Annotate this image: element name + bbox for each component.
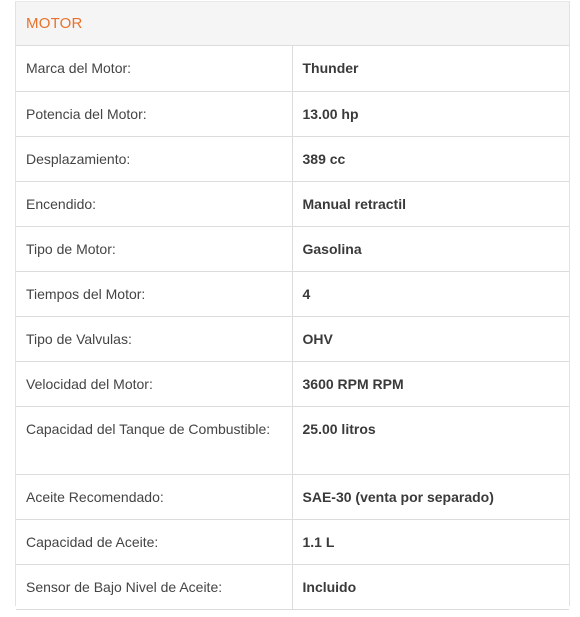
spec-value: Thunder [292, 46, 569, 91]
spec-row-tipo-motor [16, 226, 569, 271]
spec-value: Manual retractil [292, 181, 569, 226]
spec-row-marca [16, 46, 569, 91]
spec-value: 4 [292, 271, 569, 316]
spec-value: 1.1 L [292, 519, 569, 564]
spec-label: Encendido: [16, 181, 292, 226]
spec-value: OHV [292, 316, 569, 361]
spec-label: Tipo de Motor: [16, 226, 292, 271]
spec-value: 3600 RPM RPM [292, 361, 569, 406]
spec-label: Capacidad de Aceite: [16, 519, 292, 564]
spec-label: Marca del Motor: [16, 46, 292, 91]
spec-label: Desplazamiento: [16, 136, 292, 181]
spec-row-tiempos [16, 271, 569, 316]
spec-value: 25.00 litros [292, 406, 569, 474]
spec-label: Tipo de Valvulas: [16, 316, 292, 361]
spec-row-desplazamiento [16, 136, 569, 181]
spec-row-capacidad-aceite [16, 519, 569, 564]
spec-row-potencia [16, 91, 569, 136]
spec-label: Potencia del Motor: [16, 91, 292, 136]
spec-value: 389 cc [292, 136, 569, 181]
spec-row-encendido [16, 181, 569, 226]
spec-row-sensor-aceite [16, 564, 569, 609]
spec-value: Incluido [292, 564, 569, 609]
section-title: MOTOR [26, 15, 83, 32]
spec-label: Sensor de Bajo Nivel de Aceite: [16, 564, 292, 609]
spec-row-aceite-recomendado [16, 474, 569, 519]
spec-label: Velocidad del Motor: [16, 361, 292, 406]
spec-table [16, 46, 569, 610]
spec-row-valvulas [16, 316, 569, 361]
spec-value: 13.00 hp [292, 91, 569, 136]
spec-value: Gasolina [292, 226, 569, 271]
spec-label: Capacidad del Tanque de Combustible: [16, 406, 292, 474]
spec-value: SAE-30 (venta por separado) [292, 474, 569, 519]
spec-row-tanque [16, 406, 569, 474]
spec-label: Aceite Recomendado: [16, 474, 292, 519]
section-header [16, 2, 569, 46]
spec-row-velocidad [16, 361, 569, 406]
motor-spec-panel [15, 1, 570, 606]
spec-label: Tiempos del Motor: [16, 271, 292, 316]
